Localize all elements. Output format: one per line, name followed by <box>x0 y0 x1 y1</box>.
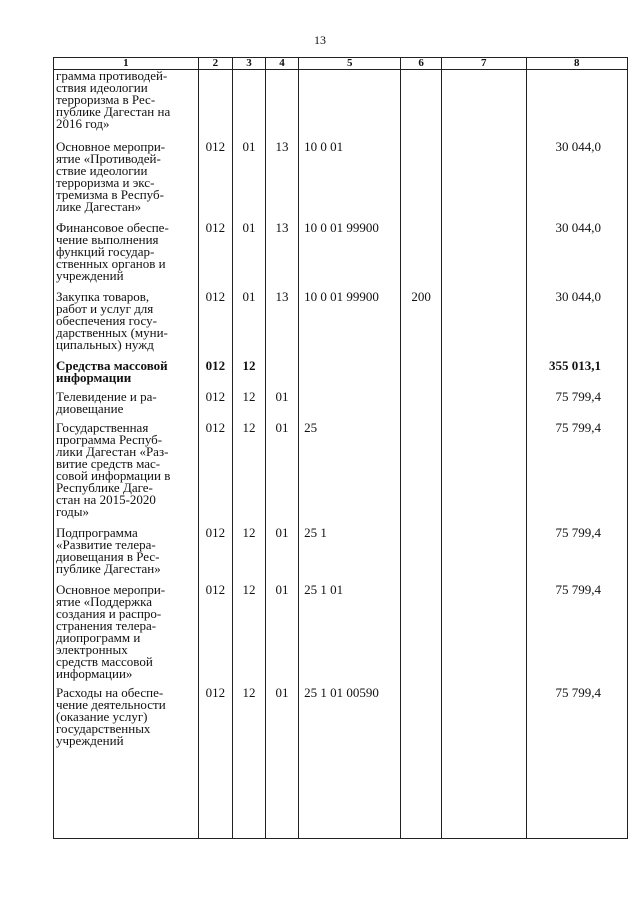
row-name-line: ципальных) нужд <box>56 337 154 352</box>
row-name-line: ствие идеологии <box>56 163 148 178</box>
row-name-line: Государственная <box>56 420 149 435</box>
ministry-code-cell: 012 <box>198 359 232 390</box>
row-name-line: функций государ- <box>56 244 155 259</box>
table-row <box>54 686 628 838</box>
row-name-line: публике Дагестан на <box>56 104 171 119</box>
expense-type-cell <box>401 70 441 141</box>
subsection-code-cell: 01 <box>266 421 299 526</box>
ministry-code-cell: 012 <box>198 421 232 526</box>
subsection-code-cell: 01 <box>266 583 299 686</box>
table-row <box>54 70 628 141</box>
amount-cell: 75 799,4 <box>526 421 627 526</box>
amount-cell: 75 799,4 <box>526 526 627 583</box>
amount-cell: 75 799,4 <box>526 583 627 686</box>
row-name-line: дарственных (муни- <box>56 325 168 340</box>
expense-type-cell <box>401 583 441 686</box>
row-name-cell <box>54 583 199 686</box>
column-7-cell <box>441 221 526 290</box>
subsection-code-cell: 01 <box>266 390 299 421</box>
section-code-cell: 01 <box>232 221 265 290</box>
row-name-cell <box>54 221 199 290</box>
target-article-cell: 25 1 <box>299 526 401 583</box>
row-name-cell <box>54 140 199 221</box>
row-name-cell <box>54 359 199 390</box>
target-article-cell: 10 0 01 99900 <box>299 221 401 290</box>
page-number: 13 <box>314 33 326 47</box>
ministry-code-cell: 012 <box>198 583 232 686</box>
row-name-line: публике Дагестан» <box>56 561 161 576</box>
table-row <box>54 390 628 421</box>
expense-type-cell <box>401 221 441 290</box>
column-7-cell <box>441 390 526 421</box>
amount-cell: 30 044,0 <box>526 221 627 290</box>
table-bottom-edge <box>54 838 628 839</box>
table-bottom-cell <box>441 838 526 839</box>
header-col-2: 2 <box>198 58 232 70</box>
subsection-code-cell: 13 <box>266 290 299 359</box>
row-name-line: терроризма в Рес- <box>56 92 156 107</box>
amount-cell: 355 013,1 <box>526 359 627 390</box>
row-name-cell <box>54 70 199 141</box>
table-bottom-cell <box>232 838 265 839</box>
header-col-7: 7 <box>441 58 526 70</box>
column-7-cell <box>441 140 526 221</box>
row-name-line: терроризма и экс- <box>56 175 155 190</box>
ministry-code-cell: 012 <box>198 140 232 221</box>
table-row <box>54 290 628 359</box>
subsection-code-cell: 01 <box>266 686 299 838</box>
target-article-cell: 10 0 01 <box>299 140 401 221</box>
table-bottom-cell <box>54 838 199 839</box>
budget-table <box>53 57 628 839</box>
row-name-cell <box>54 686 199 838</box>
target-article-cell <box>299 70 401 141</box>
row-name-line: годы» <box>56 504 89 519</box>
row-name-line: тремизма в Респуб- <box>56 187 164 202</box>
row-name-line: государственных <box>56 721 151 736</box>
row-name-cell <box>54 526 199 583</box>
column-7-cell <box>441 290 526 359</box>
row-name-line: витие средств мас- <box>56 456 161 471</box>
row-name-line: обеспечения госу- <box>56 313 157 328</box>
table-bottom-cell <box>401 838 441 839</box>
ministry-code-cell: 012 <box>198 526 232 583</box>
column-7-cell <box>441 583 526 686</box>
row-name-line: чение выполнения <box>56 232 159 247</box>
row-name-line: Основное меропри- <box>56 139 166 154</box>
amount-cell: 30 044,0 <box>526 140 627 221</box>
row-name-line: ятие «Противодей- <box>56 151 161 166</box>
expense-type-cell <box>401 390 441 421</box>
ministry-code-cell: 012 <box>198 221 232 290</box>
row-name-line: Финансовое обеспе- <box>56 220 169 235</box>
header-col-6: 6 <box>401 58 441 70</box>
table-row <box>54 359 628 390</box>
header-col-3: 3 <box>232 58 265 70</box>
row-name-line: работ и услуг для <box>56 301 154 316</box>
row-name-line: Республике Даге- <box>56 480 153 495</box>
table-bottom-cell <box>299 838 401 839</box>
target-article-cell: 25 1 01 00590 <box>299 686 401 838</box>
subsection-code-cell <box>266 70 299 141</box>
ministry-code-cell: 012 <box>198 390 232 421</box>
column-7-cell <box>441 686 526 838</box>
row-name-cell <box>54 421 199 526</box>
expense-type-cell <box>401 526 441 583</box>
expense-type-cell <box>401 686 441 838</box>
section-code-cell: 01 <box>232 290 265 359</box>
row-name-line: средств массовой <box>56 654 153 669</box>
row-name-line: Основное меропри- <box>56 582 166 597</box>
row-name-line: Подпрограмма <box>56 525 138 540</box>
amount-cell: 75 799,4 <box>526 390 627 421</box>
row-name-line: совой информации в <box>56 468 171 483</box>
section-code-cell <box>232 70 265 141</box>
column-7-cell <box>441 359 526 390</box>
section-code-cell: 12 <box>232 390 265 421</box>
expense-type-cell <box>401 359 441 390</box>
ministry-code-cell: 012 <box>198 290 232 359</box>
section-code-cell: 12 <box>232 359 265 390</box>
row-name-line: создания и распро- <box>56 606 162 621</box>
amount-cell <box>526 70 627 141</box>
row-name-line: ственных органов и <box>56 256 166 271</box>
row-name-line: программа Респуб- <box>56 432 163 447</box>
row-name-line: информации <box>56 370 132 385</box>
row-name-line: лики Дагестан «Раз- <box>56 444 169 459</box>
header-col-5: 5 <box>299 58 401 70</box>
row-name-line: Закупка товаров, <box>56 289 150 304</box>
expense-type-cell <box>401 140 441 221</box>
ministry-code-cell: 012 <box>198 686 232 838</box>
row-name-line: ствия идеологии <box>56 80 148 95</box>
table-row <box>54 140 628 221</box>
target-article-cell: 25 <box>299 421 401 526</box>
table-bottom-cell <box>526 838 627 839</box>
subsection-code-cell: 13 <box>266 140 299 221</box>
subsection-code-cell: 13 <box>266 221 299 290</box>
table-row <box>54 526 628 583</box>
row-name-line: информации» <box>56 666 133 681</box>
section-code-cell: 12 <box>232 526 265 583</box>
section-code-cell: 12 <box>232 686 265 838</box>
target-article-cell <box>299 359 401 390</box>
expense-type-cell <box>401 421 441 526</box>
table-row <box>54 583 628 686</box>
row-name-line: электронных <box>56 642 128 657</box>
row-name-line: (оказание услуг) <box>56 709 148 724</box>
row-name-line: лике Дагестан» <box>56 199 142 214</box>
row-name-line: Средства массовой <box>56 358 168 373</box>
table-body <box>54 70 628 839</box>
row-name-cell <box>54 290 199 359</box>
row-name-line: диовещания в Рес- <box>56 549 160 564</box>
row-name-line: диопрограмм и <box>56 630 141 645</box>
row-name-line: Телевидение и ра- <box>56 389 157 404</box>
section-code-cell: 12 <box>232 583 265 686</box>
row-name-line: 2016 год» <box>56 116 110 131</box>
table-row <box>54 421 628 526</box>
row-name-line: учреждений <box>56 268 124 283</box>
ministry-code-cell <box>198 70 232 141</box>
subsection-code-cell <box>266 359 299 390</box>
amount-cell: 30 044,0 <box>526 290 627 359</box>
expense-type-cell: 200 <box>401 290 441 359</box>
header-col-8: 8 <box>526 58 627 70</box>
column-7-cell <box>441 526 526 583</box>
target-article-cell <box>299 390 401 421</box>
row-name-line: чение деятельности <box>56 697 166 712</box>
header-col-4: 4 <box>266 58 299 70</box>
row-name-line: ятие «Поддержка <box>56 594 153 609</box>
amount-cell: 75 799,4 <box>526 686 627 838</box>
target-article-cell: 10 0 01 99900 <box>299 290 401 359</box>
row-name-line: диовещание <box>56 401 124 416</box>
subsection-code-cell: 01 <box>266 526 299 583</box>
section-code-cell: 01 <box>232 140 265 221</box>
row-name-line: учреждений <box>56 733 124 748</box>
row-name-cell <box>54 390 199 421</box>
table-bottom-cell <box>198 838 232 839</box>
section-code-cell: 12 <box>232 421 265 526</box>
column-7-cell <box>441 421 526 526</box>
target-article-cell: 25 1 01 <box>299 583 401 686</box>
column-7-cell <box>441 70 526 141</box>
table-bottom-cell <box>266 838 299 839</box>
table-row <box>54 221 628 290</box>
row-name-line: грамма противодей- <box>56 68 168 83</box>
header-col-1: 1 <box>54 58 199 70</box>
row-name-line: «Развитие телера- <box>56 537 156 552</box>
row-name-line: стан на 2015-2020 <box>56 492 156 507</box>
row-name-line: Расходы на обеспе- <box>56 685 164 700</box>
row-name-line: странения телера- <box>56 618 157 633</box>
